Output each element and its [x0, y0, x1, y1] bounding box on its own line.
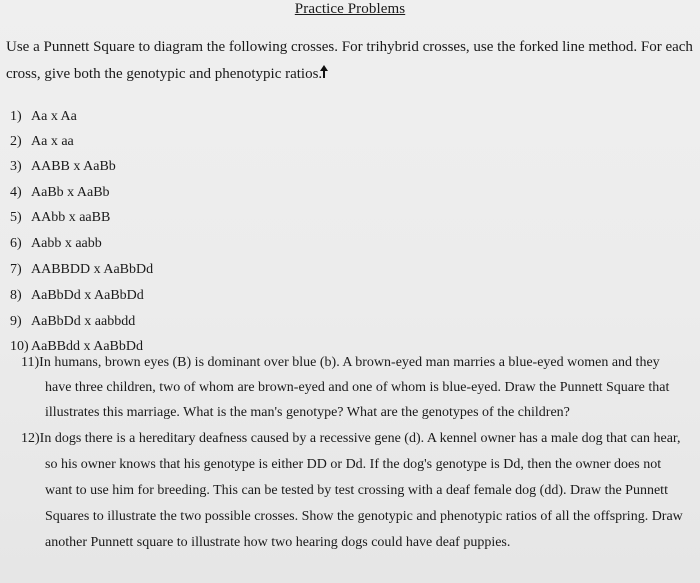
problem-number: 6)	[10, 236, 22, 251]
problem-item-word-problem	[21, 350, 685, 425]
problem-item	[10, 283, 144, 308]
problem-number: 8)	[10, 288, 22, 303]
problem-text: In humans, brown eyes (B) is dominant over blue (b). A brown-eyed man marries a blue-eyed women and they have three children, two of whom are brown-eyed and one of whom is blue-eyed. Draw the Punnett Square that illustrates this marriage. What is the man's genotype? What are the genotypes of the children?	[39, 355, 670, 420]
problem-item	[10, 257, 153, 282]
page-title: Practice Problems	[294, 1, 406, 17]
problem-item	[10, 104, 77, 129]
problem-cross: AAbb x aaBB	[31, 210, 111, 225]
problem-number: 7)	[10, 262, 22, 277]
problem-item	[10, 154, 116, 179]
problem-cross: AaBb x AaBb	[31, 185, 110, 200]
problem-number: 12)	[21, 431, 40, 446]
problem-number: 5)	[10, 210, 22, 225]
problem-number: 9)	[10, 314, 22, 329]
problem-cross: AaBBdd x AaBbDd	[31, 339, 143, 354]
problem-item	[10, 129, 74, 154]
problem-cross: Aa x aa	[31, 134, 74, 149]
instructions-text: Use a Punnett Square to diagram the following crosses. For trihybrid crosses, use the forked line method. For each cross, give both the genotypic and phenotypic ratios.	[6, 39, 693, 82]
problem-number: 10)	[10, 339, 29, 354]
problem-item	[10, 309, 135, 334]
problem-number: 4)	[10, 185, 22, 200]
problem-cross: AABB x AaBb	[31, 159, 116, 174]
problem-number: 1)	[10, 109, 22, 124]
problem-item	[10, 231, 102, 256]
problem-cross: Aa x Aa	[31, 109, 77, 124]
problem-cross: Aabb x aabb	[31, 236, 102, 251]
problem-item	[10, 205, 110, 230]
problem-cross: AaBbDd x aabbdd	[31, 314, 136, 329]
problem-number: 11)	[21, 355, 40, 370]
problem-item	[10, 180, 110, 205]
problem-number: 2)	[10, 134, 22, 149]
problem-number: 3)	[10, 159, 22, 174]
problem-text: In dogs there is a hereditary deafness caused by a recessive gene (d). A kennel owner has a male dog that can hear, so his owner knows that his genotype is either DD or Dd. If the dog's genotype is Dd, then the owner does not want to use him for breeding. This can be tested by test crossing with a deaf female dog (dd). Draw the Punnett Squares to illustrate the two possible crosses. Show the genotypic and phenotypic ratios of all the offspring. Draw another Punnett square to illustrate how two hearing dogs could have deaf puppies.	[39, 431, 683, 550]
problem-cross: AaBbDd x AaBbDd	[31, 288, 144, 303]
problem-cross: AABBDD x AaBbDd	[31, 262, 154, 277]
problem-item-word-problem	[21, 426, 685, 556]
